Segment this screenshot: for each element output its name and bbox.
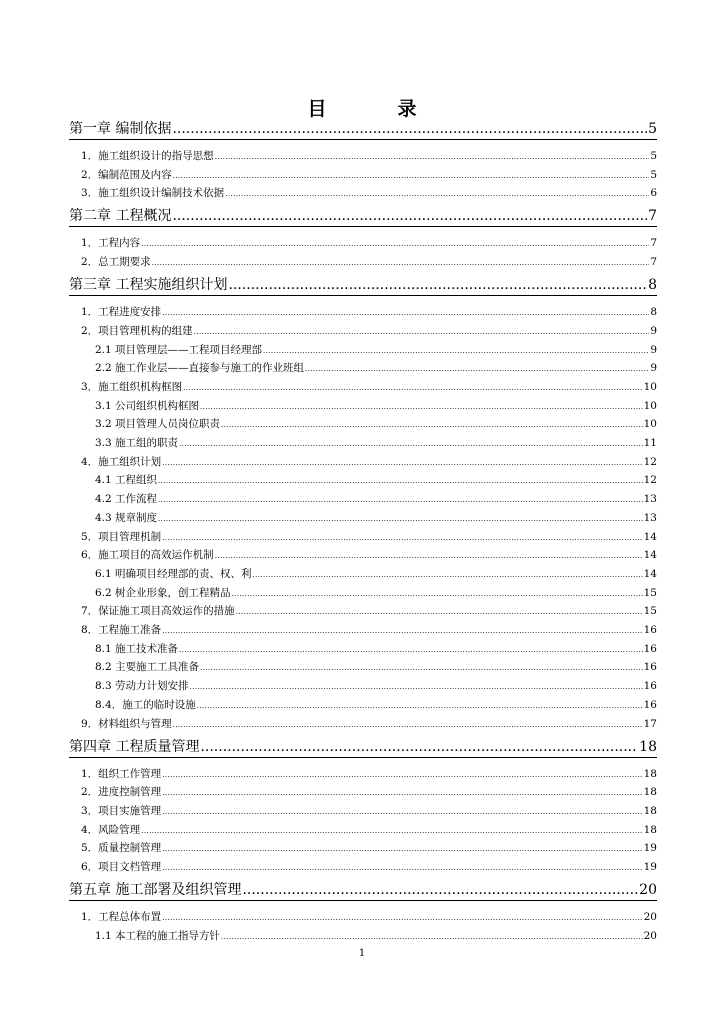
toc-entry-page: 9 <box>650 324 657 337</box>
toc-entry-page: 7 <box>650 256 657 269</box>
toc-leader-dots <box>179 437 643 449</box>
toc-entry[interactable] <box>81 603 657 618</box>
toc-entry-page: 9 <box>650 343 657 356</box>
toc-entry[interactable] <box>81 379 657 394</box>
toc-entry-page: 18 <box>643 786 657 799</box>
toc-entry-label: 第一章 编制依据 <box>69 121 172 137</box>
toc-entry-page: 19 <box>643 861 657 873</box>
toc-entry-page: 16 <box>643 661 657 674</box>
toc-entry-page: 14 <box>643 549 657 562</box>
toc-entry-label: 6．项目文档管理 <box>81 861 162 873</box>
toc-entry[interactable] <box>95 342 657 357</box>
toc-entry-page: 15 <box>643 605 657 618</box>
toc-entry[interactable] <box>81 254 657 269</box>
toc-entry[interactable] <box>81 784 657 799</box>
toc-entry-label: 4.3 规章制度 <box>95 511 158 524</box>
page-number: 1 <box>358 948 366 959</box>
toc-leader-dots <box>158 493 643 505</box>
toc-entry-page: 6 <box>650 187 657 200</box>
toc-entry-page: 20 <box>639 882 657 898</box>
toc-entry[interactable] <box>95 585 657 600</box>
toc-leader-dots <box>158 474 643 486</box>
toc-leader-dots <box>173 169 650 181</box>
toc-entry-label: 1．工程总体布置 <box>81 911 162 923</box>
toc-entry-label: 3.1 公司组织机构框图 <box>95 399 200 412</box>
toc-entry-label: 4．施工组织计划 <box>81 455 162 468</box>
toc-leader-dots <box>183 381 642 393</box>
toc-entry[interactable] <box>81 167 657 182</box>
toc-entry-page: 16 <box>643 624 657 636</box>
toc-entry-label: 6.1 明确项目经理部的责、权、利 <box>95 567 252 580</box>
toc-entry[interactable] <box>95 659 657 674</box>
toc-entry-page: 14 <box>643 530 657 543</box>
toc-entry[interactable] <box>69 205 657 227</box>
toc-entry-label: 1．组织工作管理 <box>81 767 162 780</box>
toc-leader-dots <box>232 587 643 599</box>
toc-entry-label: 8.3 劳动力计划安排 <box>95 680 189 693</box>
toc-entry[interactable] <box>81 304 657 319</box>
toc-leader-dots <box>162 531 642 543</box>
toc-entry-page: 8 <box>650 306 657 319</box>
toc-leader-dots <box>221 930 643 942</box>
toc-entry-label: 2.1 项目管理层——工程项目经理部 <box>95 343 263 356</box>
toc-entry-page: 9 <box>650 362 657 375</box>
toc-entry-label: 2．进度控制管理 <box>81 786 162 799</box>
toc-entry-page: 12 <box>643 455 657 468</box>
toc-leader-dots <box>172 208 647 224</box>
toc-leader-dots <box>200 739 638 755</box>
toc-entry[interactable] <box>95 398 657 413</box>
toc-leader-dots <box>152 256 650 268</box>
toc-entry-label: 3.3 施工组的职责 <box>95 437 179 449</box>
toc-entry-page: 16 <box>643 698 657 711</box>
toc-entry[interactable] <box>81 622 657 637</box>
toc-entry-page: 20 <box>643 911 657 923</box>
toc-leader-dots <box>179 643 643 655</box>
toc-leader-dots <box>228 277 647 293</box>
toc-entry-label: 第四章 工程质量管理 <box>69 738 200 755</box>
toc-entry-page: 14 <box>643 567 657 580</box>
toc-entry-label: 6.2 树企业形象，创工程精品 <box>95 586 231 599</box>
toc-entry-label: 3.2 项目管理人员岗位职责 <box>95 418 221 431</box>
toc-entry-label: 第二章 工程概况 <box>69 208 172 225</box>
toc-leader-dots <box>236 605 643 617</box>
toc-leader-dots <box>221 418 643 430</box>
toc-entry-page: 18 <box>643 823 657 836</box>
toc-leader-dots <box>162 306 649 318</box>
toc-entry[interactable] <box>95 416 657 431</box>
toc-entry[interactable] <box>81 859 657 874</box>
toc-leader-dots <box>197 699 643 711</box>
toc-entry-page: 18 <box>639 738 657 755</box>
toc-leader-dots <box>162 786 642 798</box>
toc-leader-dots <box>242 882 638 898</box>
toc-leader-dots <box>162 805 642 817</box>
toc-entry[interactable] <box>95 697 657 712</box>
toc-leader-dots <box>173 718 643 730</box>
toc-leader-dots <box>194 325 650 337</box>
toc-entry[interactable] <box>69 736 657 758</box>
toc-leader-dots <box>141 824 642 836</box>
toc-entry[interactable] <box>95 360 657 375</box>
toc-entry-page: 12 <box>643 474 657 487</box>
toc-leader-dots <box>200 400 643 412</box>
toc-leader-dots <box>141 237 649 249</box>
toc-entry-label: 第三章 工程实施组织计划 <box>69 277 228 294</box>
toc-entry-label: 8.4．施工的临时设施 <box>95 698 196 711</box>
toc-entry-label: 8.2 主要施工工具准备 <box>95 661 200 674</box>
toc-entry-label: 4．风险管理 <box>81 823 141 836</box>
toc-leader-dots <box>305 362 649 374</box>
toc-entry-page: 11 <box>643 437 657 449</box>
toc-entry-page: 16 <box>643 680 657 693</box>
toc-leader-dots <box>162 911 642 923</box>
toc-leader-dots <box>215 150 650 162</box>
toc-entry-label: 8．工程施工准备 <box>81 624 162 636</box>
toc-entry-page: 7 <box>648 208 657 225</box>
toc-entry[interactable] <box>69 118 657 140</box>
toc-entry[interactable] <box>81 909 657 924</box>
toc-entry-page: 10 <box>643 418 657 431</box>
toc-entry-label: 1．工程内容 <box>81 237 141 250</box>
toc-entry-label: 1．工程进度安排 <box>81 306 162 319</box>
toc-entry-label: 7．保证施工项目高效运作的措施 <box>81 605 235 618</box>
toc-entry[interactable] <box>81 822 657 837</box>
toc-leader-dots <box>225 187 649 199</box>
toc-entry-label: 1．施工组织设计的指导思想 <box>81 150 214 162</box>
toc-leader-dots <box>190 680 643 692</box>
toc-leader-dots <box>162 842 642 854</box>
toc-entry-label: 2．总工期要求 <box>81 256 151 269</box>
toc-entry-label: 3．施工组织设计编制技术依据 <box>81 187 225 200</box>
toc-entry[interactable] <box>95 435 657 450</box>
toc-entry[interactable] <box>81 716 657 731</box>
toc-entry-label: 9．材料组织与管理 <box>81 717 172 730</box>
toc-entry[interactable] <box>81 529 657 544</box>
toc-entry[interactable] <box>95 472 657 487</box>
toc-entry-page: 15 <box>643 586 657 599</box>
toc-leader-dots <box>200 661 643 673</box>
toc-entry[interactable] <box>81 185 657 200</box>
toc-leader-dots <box>253 568 643 580</box>
toc-entry-label: 3．施工组织机构框图 <box>81 380 183 393</box>
toc-entry[interactable] <box>81 235 657 250</box>
toc-leader-dots <box>162 861 642 873</box>
toc-entry-label: 6．施工项目的高效运作机制 <box>81 549 214 562</box>
toc-entry-label: 第五章 施工部署及组织管理 <box>69 882 242 898</box>
toc-entry-label: 5．质量控制管理 <box>81 842 162 855</box>
toc-entry[interactable] <box>81 323 657 338</box>
toc-entry-label: 4.2 工作流程 <box>95 493 158 506</box>
page-title: 目 录 <box>307 98 443 120</box>
toc-entry-page: 5 <box>648 121 657 137</box>
toc-entry[interactable] <box>81 840 657 855</box>
toc-entry-label: 3．项目实施管理 <box>81 804 162 817</box>
toc-entry[interactable] <box>81 148 657 163</box>
toc-entry[interactable] <box>95 510 657 525</box>
toc-leader-dots <box>162 624 642 636</box>
toc-entry-page: 5 <box>650 150 657 162</box>
toc-entry-page: 10 <box>643 380 657 393</box>
toc-entry-page: 16 <box>643 642 657 655</box>
toc-entry-page: 7 <box>650 237 657 250</box>
toc-entry-page: 10 <box>643 399 657 412</box>
toc-leader-dots <box>263 344 649 356</box>
toc-entry-label: 2．项目管理机构的组建 <box>81 324 193 337</box>
toc-entry-label: 8.1 施工技术准备 <box>95 642 179 655</box>
toc-entry-page: 18 <box>643 804 657 817</box>
toc-entry[interactable] <box>95 678 657 693</box>
toc-entry-page: 20 <box>643 929 657 942</box>
toc-leader-dots <box>172 121 647 137</box>
toc-entry-page: 5 <box>650 168 657 181</box>
toc-leader-dots <box>215 549 643 561</box>
toc-leader-dots <box>158 512 643 524</box>
toc-entry[interactable] <box>69 274 657 296</box>
toc-entry[interactable] <box>95 641 657 656</box>
toc-leader-dots <box>162 768 642 780</box>
toc-entry-page: 18 <box>643 767 657 780</box>
toc-leader-dots <box>162 456 642 468</box>
toc-entry-page: 19 <box>643 842 657 855</box>
toc-entry[interactable] <box>81 803 657 818</box>
toc-entry[interactable] <box>95 491 657 506</box>
toc-entry-label: 2．编制范围及内容 <box>81 168 172 181</box>
toc-entry-page: 13 <box>643 511 657 524</box>
toc-entry-label: 2.2 施工作业层——直接参与施工的作业班组 <box>95 362 305 375</box>
toc-entry[interactable] <box>69 879 657 901</box>
toc-entry[interactable] <box>95 928 657 943</box>
toc-entry-label: 4.1 工程组织 <box>95 474 158 487</box>
toc-entry-page: 17 <box>643 717 657 730</box>
toc-entry[interactable] <box>81 454 657 469</box>
toc-entry[interactable] <box>81 547 657 562</box>
toc-entry-label: 5．项目管理机制 <box>81 530 162 543</box>
toc-entry-page: 13 <box>643 493 657 506</box>
toc-entry-page: 8 <box>648 277 657 294</box>
toc-entry-label: 1.1 本工程的施工指导方针 <box>95 929 221 942</box>
toc-entry[interactable] <box>95 566 657 581</box>
toc-entry[interactable] <box>81 766 657 781</box>
